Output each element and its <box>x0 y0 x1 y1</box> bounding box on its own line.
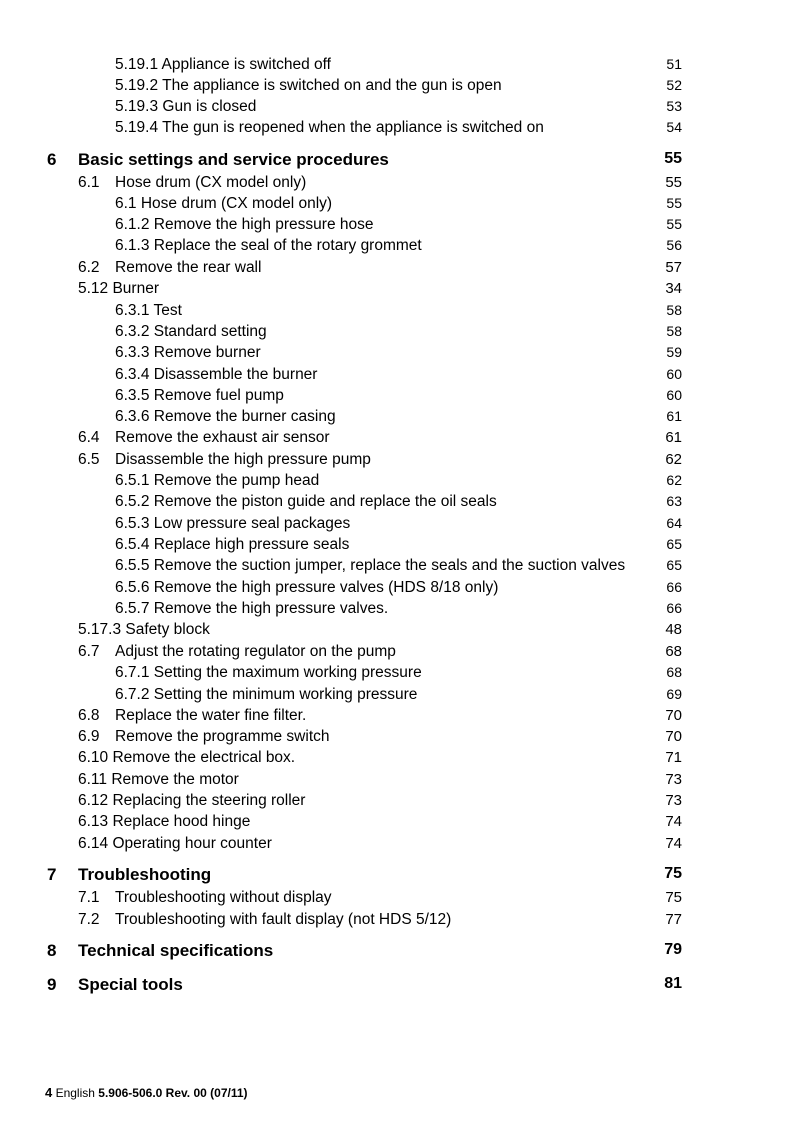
toc-entry-title: 6.1 Hose drum (CX model only) <box>115 195 333 212</box>
toc-entry-page: 55 <box>665 174 682 191</box>
toc-entry-title: 6.3.5 Remove fuel pump <box>115 387 284 404</box>
toc-entry-page: 54 <box>666 119 682 135</box>
toc-entry-row[interactable] <box>0 259 793 279</box>
toc-entry-page: 55 <box>666 195 682 211</box>
toc-entry-row[interactable] <box>0 98 793 118</box>
toc-entry-title: Troubleshooting with fault display (not HDS 5/12) <box>115 911 452 928</box>
toc-entry-row[interactable] <box>0 835 793 855</box>
toc-entry-row[interactable] <box>0 195 793 215</box>
toc-entry-row[interactable] <box>0 237 793 257</box>
toc-entry-row[interactable] <box>0 387 793 407</box>
toc-entry-row[interactable] <box>0 323 793 343</box>
toc-entry-title: 5.12 Burner <box>78 280 159 297</box>
toc-entry-title: 5.17.3 Safety block <box>78 621 210 638</box>
toc-entry-row[interactable] <box>0 429 793 449</box>
toc-entry-row[interactable] <box>0 366 793 386</box>
toc-entry-title: Troubleshooting without display <box>115 889 332 906</box>
toc-entry-title: 6.7.1 Setting the maximum working pressure <box>115 664 422 681</box>
toc-entry-number: 6.8 <box>78 707 100 724</box>
toc-entry-page: 62 <box>665 451 682 468</box>
toc-entry-title: 6.5.1 Remove the pump head <box>115 472 320 489</box>
toc-entry-title: 6.3.1 Test <box>115 302 182 319</box>
toc-entry-title: 6.5.7 Remove the high pressure valves. <box>115 600 389 617</box>
toc-entry-number: 6.1 <box>78 174 100 191</box>
toc-entry-row[interactable] <box>0 664 793 684</box>
toc-entry-number: 7.1 <box>78 889 100 906</box>
toc-entry-page: 63 <box>666 493 682 509</box>
toc-entry-title: 5.19.2 The appliance is switched on and the gun is open <box>115 77 502 94</box>
toc-entry-row[interactable] <box>0 536 793 556</box>
toc-entry-title: Special tools <box>78 975 183 994</box>
toc-entry-title: 5.19.4 The gun is reopened when the appliance is switched on <box>115 119 544 136</box>
toc-entry-page: 62 <box>666 472 682 488</box>
toc-entry-number: 6.4 <box>78 429 100 446</box>
toc-entry-title: 6.5.2 Remove the piston guide and replace the oil seals <box>115 493 497 510</box>
toc-entry-row[interactable] <box>0 344 793 364</box>
toc-entry-title: 6.14 Operating hour counter <box>78 835 272 852</box>
toc-entry-row[interactable] <box>0 600 793 620</box>
toc-entry-row[interactable] <box>0 119 793 139</box>
toc-entry-number: 7.2 <box>78 911 100 928</box>
toc-entry-title: Disassemble the high pressure pump <box>115 451 371 468</box>
toc-entry-page: 77 <box>665 911 682 928</box>
toc-entry-page: 68 <box>666 664 682 680</box>
toc-entry-title: 6.1.3 Replace the seal of the rotary grommet <box>115 237 422 254</box>
toc-entry-page: 58 <box>666 323 682 339</box>
toc-entry-page: 61 <box>665 429 682 446</box>
toc-entry-page: 68 <box>665 643 682 660</box>
toc-entry-page: 65 <box>666 557 682 573</box>
toc-entry-title: Troubleshooting <box>78 865 212 884</box>
toc-entry-page: 70 <box>665 707 682 724</box>
toc-entry-title: 6.5.6 Remove the high pressure valves (HDS 8/18 only) <box>115 579 499 596</box>
toc-entry-row[interactable] <box>0 579 793 599</box>
toc-entry-row[interactable] <box>0 686 793 706</box>
toc-entry-row[interactable] <box>0 56 793 76</box>
toc-entry-title: 6.1.2 Remove the high pressure hose <box>115 216 374 233</box>
toc-entry-row[interactable] <box>0 472 793 492</box>
toc-entry-row[interactable] <box>0 621 793 641</box>
toc-entry-title: Replace the water fine filter. <box>115 707 307 724</box>
toc-entry-number: 6.2 <box>78 259 100 276</box>
toc-entry-row[interactable] <box>0 515 793 535</box>
toc-entry-title: 6.3.6 Remove the burner casing <box>115 408 336 425</box>
toc-entry-number: 7 <box>47 865 57 884</box>
page-footer <box>45 1085 248 1100</box>
toc-entry-row[interactable] <box>0 77 793 97</box>
toc-entry-page: 73 <box>665 771 682 788</box>
toc-entry-number: 9 <box>47 975 57 994</box>
toc-entry-number: 6.5 <box>78 451 100 468</box>
toc-entry-page: 66 <box>666 579 682 595</box>
toc-entry-title: 6.12 Replacing the steering roller <box>78 792 306 809</box>
toc-entry-page: 58 <box>666 302 682 318</box>
toc-entry-page: 52 <box>666 77 682 93</box>
toc-entry-title: 6.5.4 Replace high pressure seals <box>115 536 350 553</box>
toc-entry-page: 66 <box>666 600 682 616</box>
toc-entry-page: 70 <box>665 728 682 745</box>
toc-entry-title: Remove the programme switch <box>115 728 330 745</box>
toc-entry-title: 6.5.3 Low pressure seal packages <box>115 515 351 532</box>
toc-chapter-row[interactable] <box>0 865 793 885</box>
footer-language: English <box>55 1086 95 1100</box>
toc-entry-row[interactable] <box>0 728 793 748</box>
toc-entry-row[interactable] <box>0 771 793 791</box>
toc-entry-row[interactable] <box>0 643 793 663</box>
toc-entry-title: 5.19.3 Gun is closed <box>115 98 257 115</box>
toc-entry-page: 74 <box>665 813 682 830</box>
toc-entry-page: 73 <box>665 792 682 809</box>
toc-entry-page: 57 <box>665 259 682 276</box>
footer-doc-ref: 5.906-506.0 Rev. 00 (07/11) <box>98 1086 248 1100</box>
toc-entry-title: 6.7.2 Setting the minimum working pressure <box>115 686 418 703</box>
toc-entry-title: Technical specifications <box>78 941 274 960</box>
toc-entry-number: 6.7 <box>78 643 100 660</box>
toc-entry-title: Remove the rear wall <box>115 259 262 276</box>
toc-chapter-row[interactable] <box>0 150 793 170</box>
toc-entry-title: 6.3.2 Standard setting <box>115 323 267 340</box>
toc-entry-row[interactable] <box>0 813 793 833</box>
toc-entry-number: 6.9 <box>78 728 100 745</box>
toc-entry-row[interactable] <box>0 792 793 812</box>
toc-entry-page: 48 <box>665 621 682 638</box>
toc-entry-page: 71 <box>665 749 682 766</box>
toc-entry-page: 53 <box>666 98 682 114</box>
toc-entry-page: 34 <box>665 280 682 297</box>
toc-entry-row[interactable] <box>0 493 793 513</box>
toc-entry-page: 64 <box>666 515 682 531</box>
toc-entry-page: 75 <box>665 889 682 906</box>
toc-entry-row[interactable] <box>0 408 793 428</box>
toc-entry-title: Hose drum (CX model only) <box>115 174 307 191</box>
toc-entry-page: 81 <box>664 975 682 992</box>
toc-entry-page: 74 <box>665 835 682 852</box>
toc-entry-title: 6.3.3 Remove burner <box>115 344 261 361</box>
footer-page-number: 4 <box>45 1085 53 1100</box>
toc-entry-page: 56 <box>666 237 682 253</box>
toc-entry-row[interactable] <box>0 216 793 236</box>
toc-entry-title: 6.10 Remove the electrical box. <box>78 749 296 766</box>
toc-entry-title: Remove the exhaust air sensor <box>115 429 330 446</box>
toc-entry-title: Basic settings and service procedures <box>78 150 389 169</box>
toc-entry-row[interactable] <box>0 911 793 931</box>
toc-entry-row[interactable] <box>0 302 793 322</box>
toc-entry-title: 5.19.1 Appliance is switched off <box>115 56 331 73</box>
toc-entry-row[interactable] <box>0 451 793 471</box>
toc-entry-page: 69 <box>666 686 682 702</box>
toc-entry-page: 55 <box>664 150 682 167</box>
toc-chapter-row[interactable] <box>0 975 793 995</box>
toc-entry-page: 75 <box>664 865 682 882</box>
toc-entry-title: 6.13 Replace hood hinge <box>78 813 251 830</box>
toc-entry-page: 59 <box>666 344 682 360</box>
toc-entry-page: 51 <box>666 56 682 72</box>
toc-entry-row[interactable] <box>0 707 793 727</box>
toc-entry-row[interactable] <box>0 174 793 194</box>
toc-entry-row[interactable] <box>0 889 793 909</box>
toc-entry-row[interactable] <box>0 280 793 300</box>
toc-entry-title: 6.11 Remove the motor <box>78 771 239 788</box>
toc-entry-page: 60 <box>666 366 682 382</box>
toc-entry-page: 61 <box>666 408 682 424</box>
toc-entry-number: 8 <box>47 941 57 960</box>
toc-entry-page: 55 <box>666 216 682 232</box>
toc-entry-title: 6.3.4 Disassemble the burner <box>115 366 318 383</box>
toc-entry-number: 6 <box>47 150 57 169</box>
toc-entry-page: 60 <box>666 387 682 403</box>
toc-entry-title: Adjust the rotating regulator on the pump <box>115 643 396 660</box>
toc-entry-row[interactable] <box>0 749 793 769</box>
toc-chapter-row[interactable] <box>0 941 793 961</box>
toc-entry-row[interactable] <box>0 557 793 577</box>
toc-entry-page: 65 <box>666 536 682 552</box>
toc-entry-title: 6.5.5 Remove the suction jumper, replace the seals and the suction valves <box>115 557 626 574</box>
toc-entry-page: 79 <box>664 941 682 958</box>
